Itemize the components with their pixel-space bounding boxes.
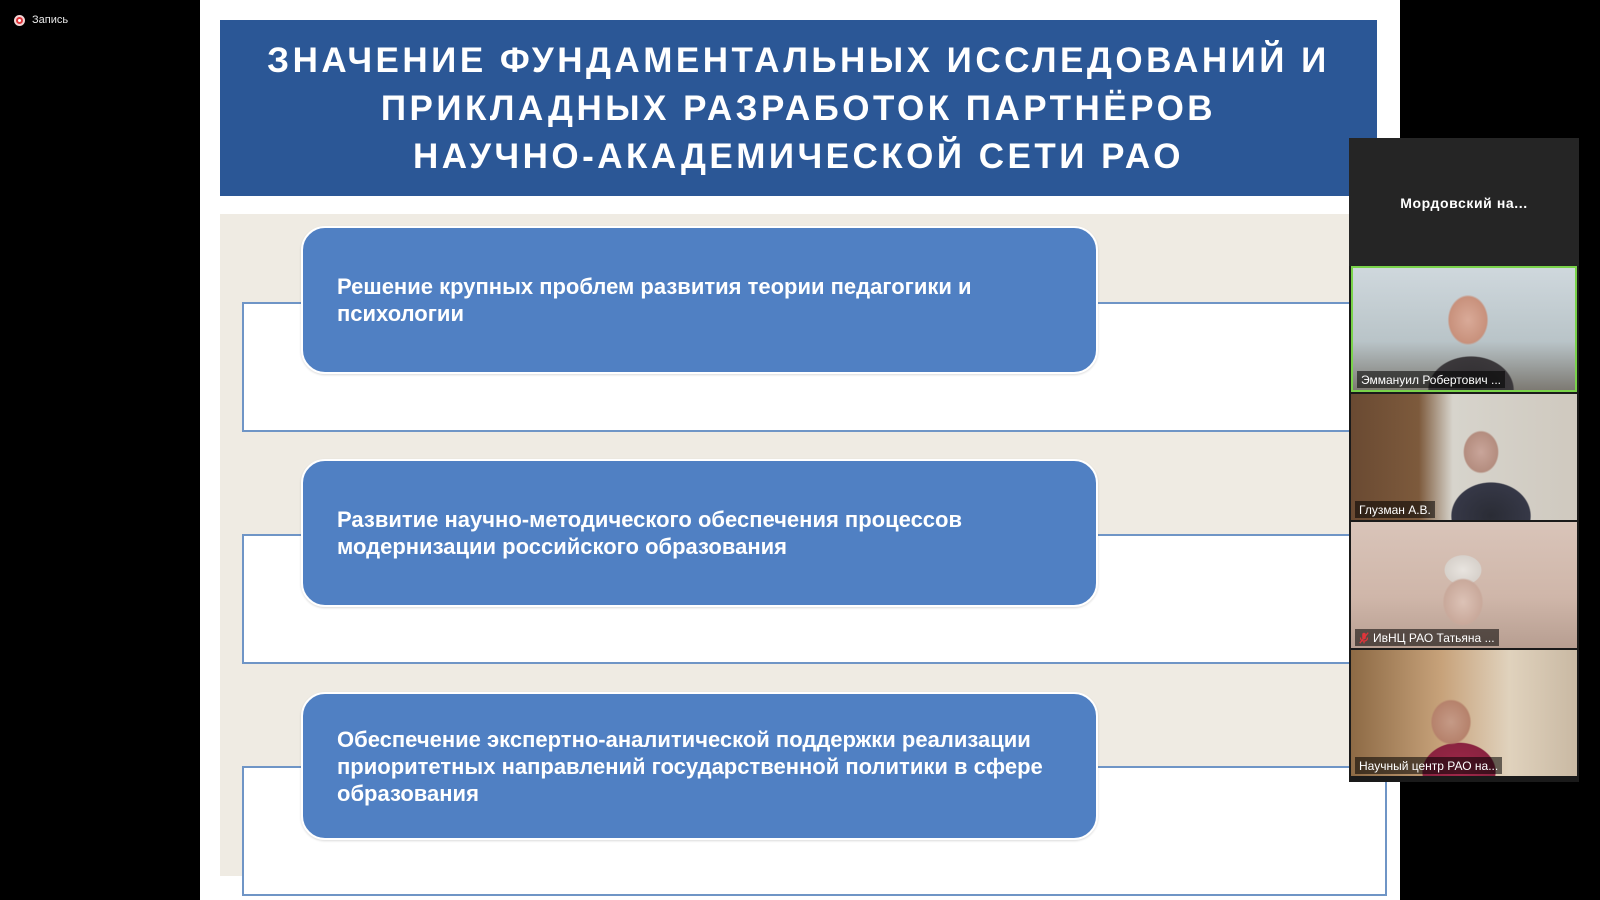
item-text-3: Обеспечение экспертно-аналитической поддержки реализации приоритетных направлений государственной политики в сфере образования bbox=[337, 726, 1043, 806]
slide-title-band bbox=[220, 20, 1377, 196]
participant-name-label bbox=[1355, 629, 1499, 646]
video-tile-2[interactable] bbox=[1351, 394, 1577, 520]
recording-label: Запись bbox=[32, 14, 69, 26]
recording-indicator[interactable] bbox=[14, 13, 68, 27]
item-box-3 bbox=[301, 692, 1098, 840]
video-tile-1[interactable] bbox=[1351, 266, 1577, 392]
participants-panel[interactable] bbox=[1349, 138, 1579, 782]
speaker-tile[interactable] bbox=[1349, 138, 1579, 266]
participant-name: Научный центр РАО на... bbox=[1359, 758, 1499, 773]
video-tile-3[interactable] bbox=[1351, 522, 1577, 648]
participant-name-label bbox=[1355, 757, 1502, 774]
speaker-name: Мордовский на... bbox=[1400, 195, 1528, 211]
participant-name-label bbox=[1355, 501, 1435, 518]
item-box-2 bbox=[301, 459, 1098, 607]
mic-muted-icon bbox=[1359, 632, 1369, 644]
shared-slide bbox=[200, 0, 1400, 900]
slide-title-line: НАУЧНО-АКАДЕМИЧЕСКОЙ СЕТИ РАО bbox=[413, 137, 1184, 176]
participant-name-label bbox=[1357, 371, 1505, 388]
participant-name: Эммануил Робертович ... bbox=[1361, 372, 1502, 387]
slide-title bbox=[267, 35, 1330, 181]
item-text-1: Решение крупных проблем развития теории педагогики и психологии bbox=[337, 274, 972, 326]
item-box-1 bbox=[301, 226, 1098, 374]
participant-name: Глузман А.В. bbox=[1359, 502, 1431, 517]
participant-name: ИвНЦ РАО Татьяна ... bbox=[1373, 630, 1495, 645]
slide-title-line: ПРИКЛАДНЫХ РАЗРАБОТОК ПАРТНЁРОВ bbox=[380, 89, 1217, 128]
record-icon bbox=[14, 15, 25, 26]
item-text-2: Развитие научно-методического обеспечения процессов модернизации российского образования bbox=[337, 507, 963, 559]
video-tile-4[interactable] bbox=[1351, 650, 1577, 776]
slide-title-line: ЗНАЧЕНИЕ ФУНДАМЕНТАЛЬНЫХ ИССЛЕДОВАНИЙ И bbox=[267, 41, 1330, 80]
